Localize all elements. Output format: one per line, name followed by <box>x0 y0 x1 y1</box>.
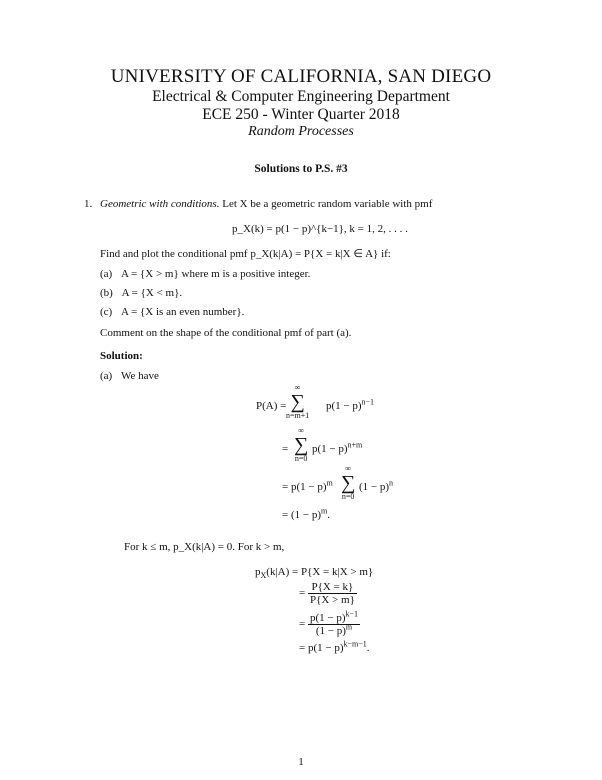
sigma-symbol: ∑ <box>341 472 356 494</box>
document-title: Solutions to P.S. #3 <box>254 163 348 175</box>
problem-comment: Comment on the shape of the conditional pmf of part (a). <box>100 327 352 339</box>
eq2-rhs: $p(1 - p)^{n+m}$ <box>312 440 363 455</box>
sum-operator <box>286 384 309 420</box>
sum-upper-limit: ∞ <box>294 383 301 392</box>
page-number: 1 <box>298 756 304 768</box>
part-b-item <box>100 287 182 299</box>
sum-lower-limit: n=m+1 <box>286 411 310 420</box>
sum-upper-limit: ∞ <box>298 426 304 435</box>
part-label: (a) <box>100 268 113 280</box>
fraction: $\frac{P\{X = k\}}{P\{X > m\}}$ <box>309 581 355 606</box>
sum-upper-limit: ∞ <box>345 464 351 473</box>
eq1-lhs: P(A) = <box>256 400 287 412</box>
sum-lower-limit: n=0 <box>341 492 355 501</box>
cond-eq3: = $\frac{p(1 - p)^{k-1}}{(1 - p)^m}$ <box>299 609 359 637</box>
problem-task: Find and plot the conditional pmf p_X(k|A) = P{X = k|X ∈ A} if: <box>100 248 391 260</box>
university-title: UNIVERSITY OF CALIFORNIA, SAN DIEGO <box>110 66 492 87</box>
part-c-item <box>100 306 244 318</box>
problem-title: Geometric with conditions. <box>100 198 220 210</box>
solution-heading: Solution: <box>100 350 143 362</box>
pmf-equation: p_X(k) = p(1 − p)^{k−1}, k = 1, 2, . . . . <box>232 223 408 235</box>
problem-statement-line <box>84 198 432 210</box>
sum-operator <box>294 427 308 463</box>
part-label: (b) <box>100 287 113 299</box>
eq2-equals: = <box>282 443 289 455</box>
course-title: ECE 250 - Winter Quarter 2018 <box>202 106 400 123</box>
department-name: Electrical & Computer Engineering Department <box>152 88 450 105</box>
fraction: $\frac{p(1 - p)^{k-1}}{(1 - p)^m}$ <box>309 609 359 637</box>
sigma-symbol: ∑ <box>290 391 305 413</box>
sum-operator <box>341 465 355 501</box>
cond-eq1: $p_X(k|A) = P\{X = k|X > m\}$ <box>255 566 374 581</box>
part-text: A = {X < m}. <box>121 287 183 299</box>
problem-number: 1. <box>84 198 93 210</box>
intro-text: We have <box>120 370 159 382</box>
problem-intro: Let X be a geometric random variable with pmf <box>222 198 433 210</box>
eq3-rhs: $(1 - p)^n$ <box>359 478 394 493</box>
cond-eq2: = $\frac{P\{X = k\}}{P\{X > m\}}$ <box>299 581 355 606</box>
part-a-item <box>100 268 310 280</box>
part-text: A = {X > m} where m is a positive integer. <box>120 268 311 280</box>
part-text: A = {X is an even number}. <box>120 306 245 318</box>
sigma-symbol: ∑ <box>294 434 309 456</box>
cases-text: For k ≤ m, p_X(k|A) = 0. For k > m, <box>124 541 285 553</box>
sum-lower-limit: n=0 <box>294 454 308 463</box>
course-name: Random Processes <box>248 124 354 139</box>
eq4: = $(1 - p)^m$. <box>282 506 330 521</box>
solution-part-a-intro <box>100 370 159 382</box>
cond-eq4: = $p(1 - p)^{k-m-1}$. <box>299 639 370 654</box>
eq1-rhs: $p(1 - p)^{n-1}$ <box>326 397 375 412</box>
eq3-prefix: = $p(1 - p)^m$ <box>282 478 333 493</box>
part-label: (c) <box>100 306 113 318</box>
part-label: (a) <box>100 370 113 382</box>
